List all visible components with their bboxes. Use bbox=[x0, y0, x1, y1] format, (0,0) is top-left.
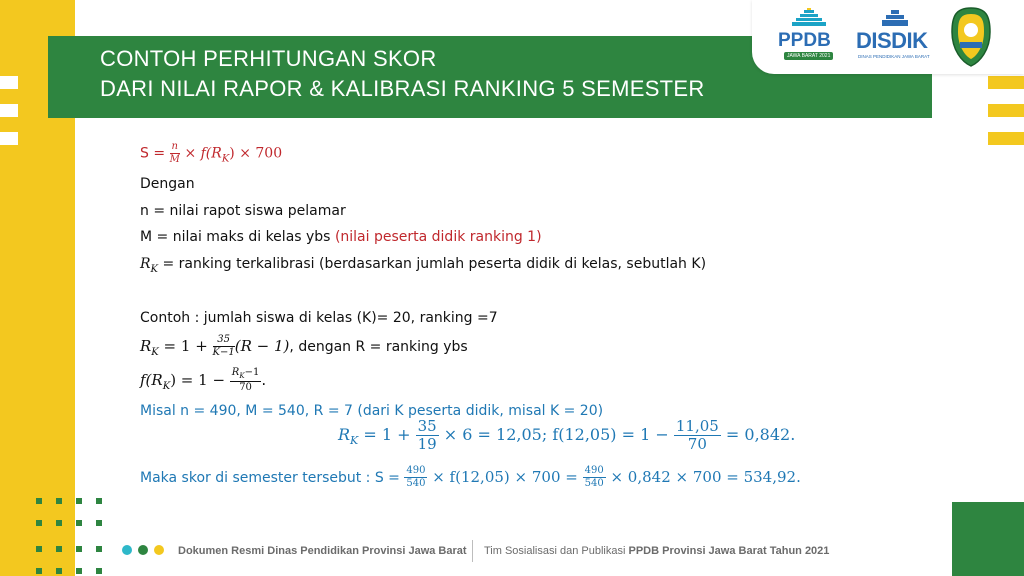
rk-fraction: $\frac{35}{K-1}$ bbox=[212, 334, 235, 358]
f-fraction: $\frac{R_K-1}{70}$ bbox=[231, 367, 260, 393]
page-title-line1: CONTOH PERHITUNGAN SKOR bbox=[100, 46, 437, 71]
jabar-emblem-icon bbox=[950, 6, 992, 68]
decor-dot bbox=[56, 568, 62, 574]
final-fraction-2: $\frac{490}{540}$ bbox=[584, 465, 604, 489]
left-stripe bbox=[0, 76, 18, 89]
left-stripe bbox=[0, 132, 18, 145]
n-definition: n = nilai rapot siswa pelamar bbox=[140, 203, 346, 219]
footer-right-text: Tim Sosialisasi dan Publikasi PPDB Provinsi Jawa Barat Tahun 2021 bbox=[484, 545, 830, 557]
final-fraction-1: $\frac{490}{540}$ bbox=[406, 465, 426, 489]
footer-divider bbox=[472, 540, 473, 562]
disdik-building-icon bbox=[880, 10, 910, 28]
bottom-right-block bbox=[952, 502, 1024, 576]
decor-dot bbox=[76, 498, 82, 504]
page-title-line2: DARI NILAI RAPOR & KALIBRASI RANKING 5 SEMESTER bbox=[100, 76, 705, 101]
calc-fraction-2: $\frac{11,05}{70}$ bbox=[675, 417, 719, 453]
dengan-label: Dengan bbox=[140, 176, 195, 192]
decor-dot bbox=[56, 498, 62, 504]
ppdb-building-icon bbox=[776, 8, 842, 30]
rk-calculation: $R_K = 1$ + $\frac{35}{19}$ × 6 = 12,05; f(12,05) = 1 − $\frac{11,05}{70}$ = 0,842. bbox=[338, 417, 796, 453]
formula-fraction: $\frac{n}{M}$ bbox=[169, 141, 180, 165]
decor-dot bbox=[76, 520, 82, 526]
decor-dot bbox=[96, 546, 102, 552]
decor-dot bbox=[96, 498, 102, 504]
decor-dot bbox=[36, 520, 42, 526]
right-stripe bbox=[988, 132, 1024, 145]
rk-definition: $R_K$ = ranking terkalibrasi (berdasarkan jumlah peserta didik di kelas, sebutlah K) bbox=[140, 256, 707, 275]
decor-dot bbox=[36, 498, 42, 504]
calc-fraction-1: $\frac{35}{19}$ bbox=[417, 417, 437, 453]
right-stripe bbox=[988, 76, 1024, 89]
footer-left-text: Dokumen Resmi Dinas Pendidikan Provinsi Jawa Barat bbox=[178, 545, 467, 557]
example-intro: Contoh : jumlah siswa di kelas (K)= 20, ranking =7 bbox=[140, 310, 498, 326]
assumption-text: Misal n = 490, M = 540, R = 7 (dari K peserta didik, misal K = 20) bbox=[140, 403, 604, 419]
decor-dot bbox=[36, 546, 42, 552]
left-stripe bbox=[0, 104, 18, 117]
footer-dot-green bbox=[138, 545, 148, 555]
logo-panel bbox=[752, 0, 1024, 74]
decor-dot bbox=[56, 546, 62, 552]
footer-dot-yellow bbox=[154, 545, 164, 555]
decor-dot bbox=[96, 520, 102, 526]
right-stripe bbox=[988, 104, 1024, 117]
decor-dot bbox=[36, 568, 42, 574]
decor-dot bbox=[76, 568, 82, 574]
m-definition: M = nilai maks di kelas ybs (nilai peserta didik ranking 1) bbox=[140, 229, 542, 245]
rk-formula: $R_K = 1$ + $\frac{35}{K-1}$ (R − 1), dengan R = ranking ybs bbox=[140, 334, 468, 358]
ppdb-logo: PPDB JAWA BARAT 2021 bbox=[776, 8, 842, 64]
final-score-line: Maka skor di semester tersebut : S = $\frac{490}{540}$ × f(12,05) × 700 = $\frac{490}{540}$ × 0,842 × 700 = 534,92. bbox=[140, 465, 801, 489]
score-formula: S = $\frac{n}{M}$ × $f(R_K) \times 700$ bbox=[140, 141, 283, 165]
decor-dot bbox=[96, 568, 102, 574]
f-rk-formula: $f(R_K) = 1$ − $\frac{R_K-1}{70}$ . bbox=[140, 367, 267, 393]
footer-dot-teal bbox=[122, 545, 132, 555]
decor-dot bbox=[56, 520, 62, 526]
disdik-logo: DISDIK DINAS PENDIDIKAN JAWA BARAT bbox=[856, 10, 936, 64]
decor-dot bbox=[76, 546, 82, 552]
